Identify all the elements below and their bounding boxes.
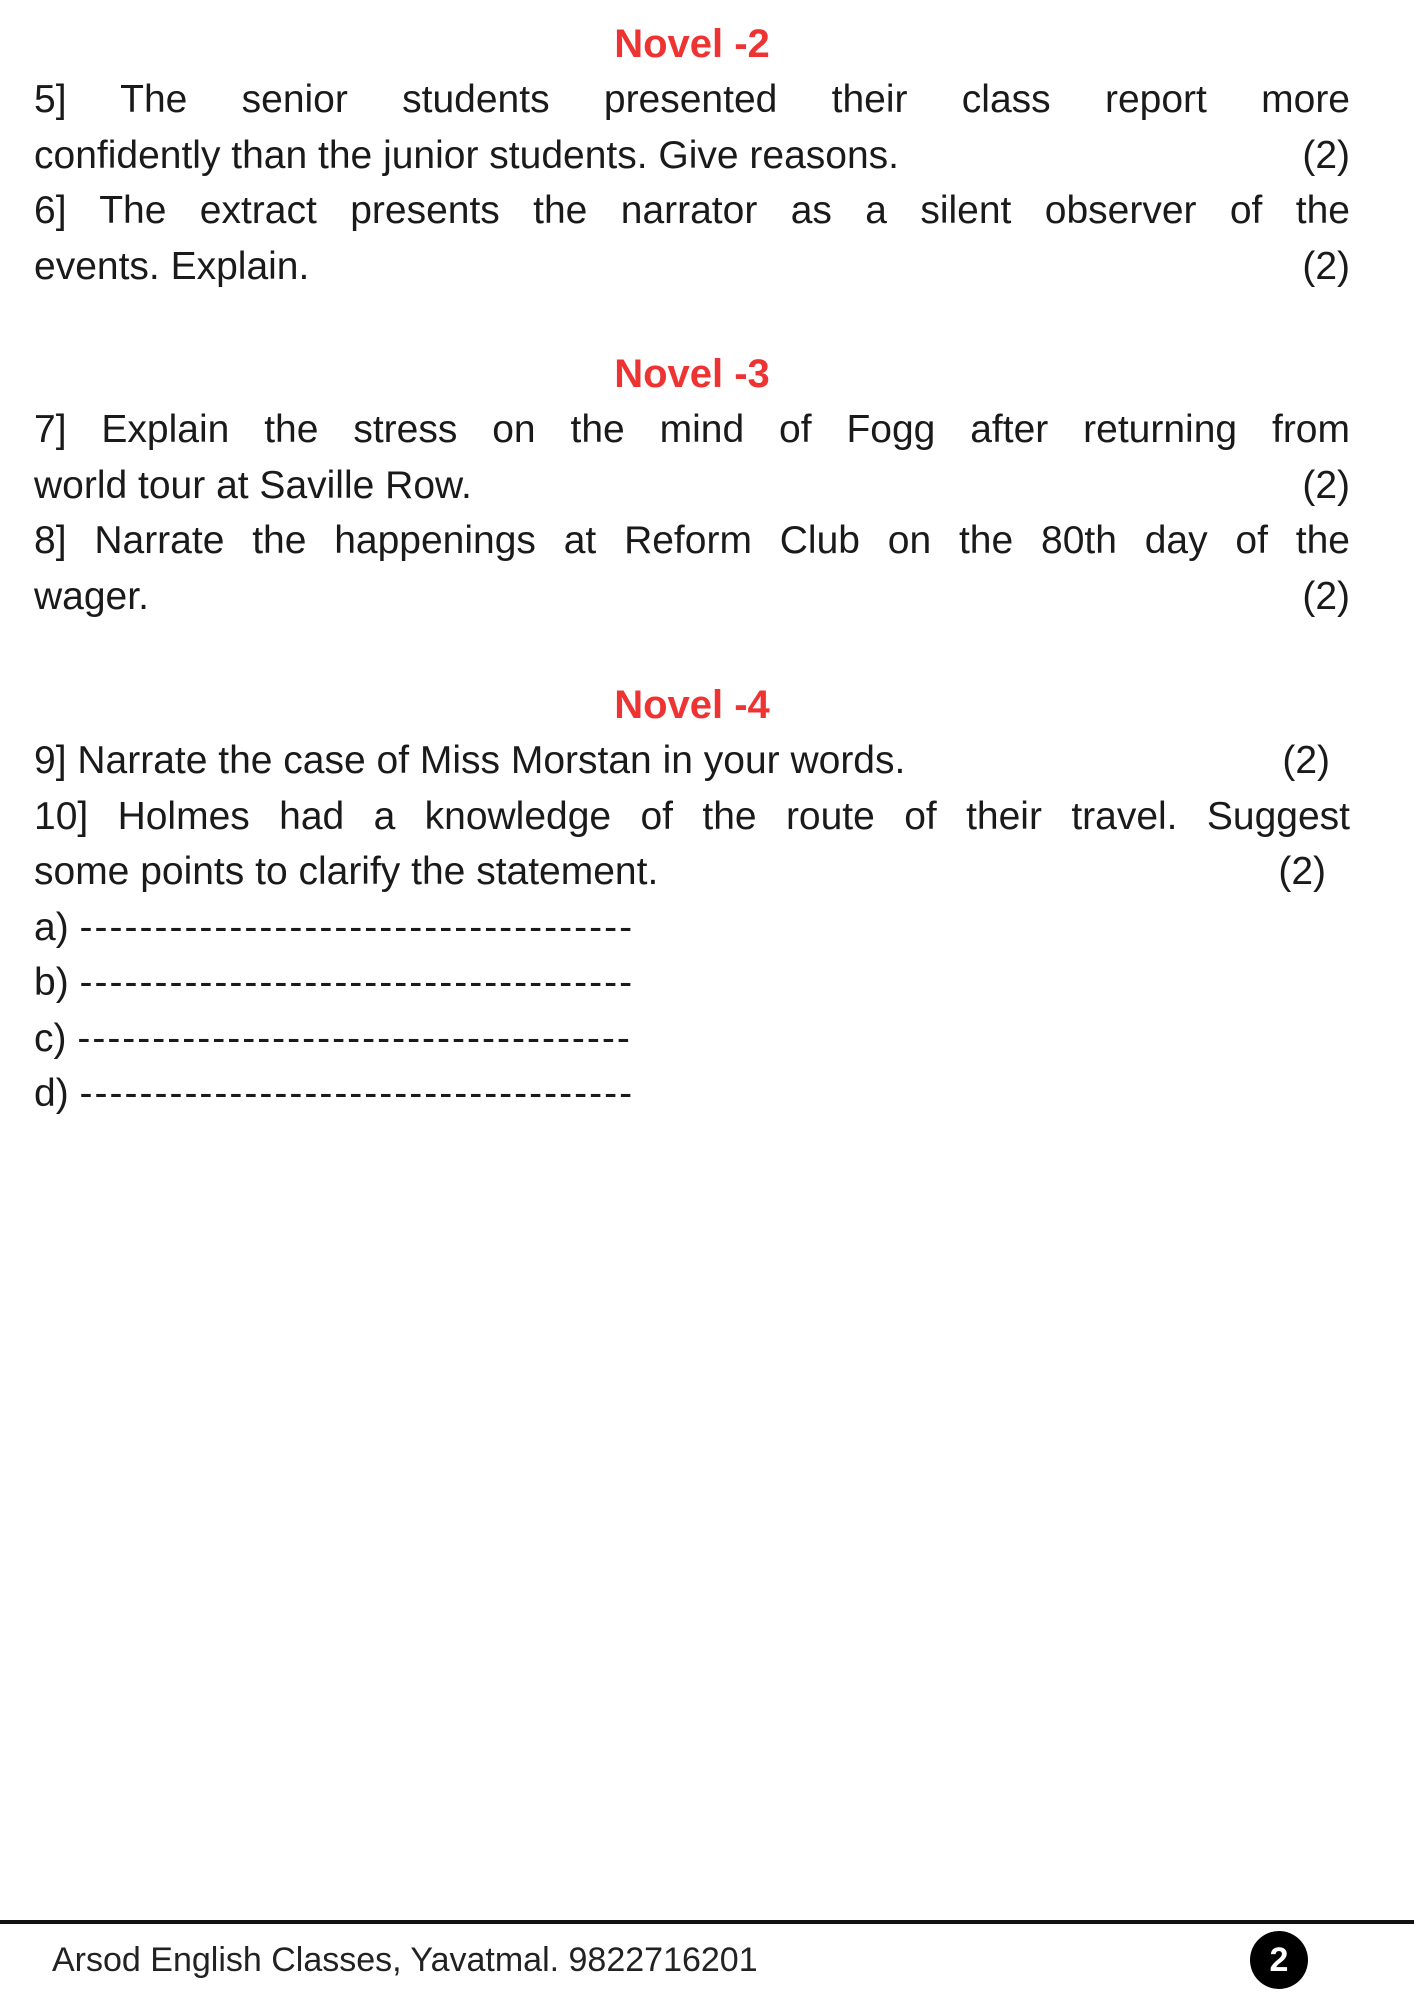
answer-lines xyxy=(34,900,1350,1122)
answer-label: c) xyxy=(34,1016,67,1060)
question-line: 9] Narrate the case of Miss Morstan in your words. xyxy=(34,739,906,782)
answer-line-a[interactable] xyxy=(34,900,1350,956)
answer-blank: ------------------------------------- xyxy=(79,1072,635,1115)
answer-blank: ------------------------------------- xyxy=(79,961,635,1004)
question-8 xyxy=(34,513,1350,624)
page-number-badge: 2 xyxy=(1250,1931,1308,1989)
marks: (2) xyxy=(1302,463,1350,507)
question-line: 10] Holmes had a knowledge of the route of their travel. Suggest xyxy=(34,794,1350,838)
answer-line-d[interactable] xyxy=(34,1066,1350,1122)
section-novel-3 xyxy=(34,346,1350,624)
question-line: some points to clarify the statement. xyxy=(34,850,659,893)
marks: (2) xyxy=(1302,244,1350,288)
marks: (2) xyxy=(1278,850,1326,893)
answer-label: b) xyxy=(34,961,69,1004)
answer-line-c[interactable] xyxy=(34,1011,1350,1067)
question-line: 5] The senior students presented their class report more xyxy=(34,78,1350,121)
question-6 xyxy=(34,183,1350,294)
marks: (2) xyxy=(1302,574,1350,618)
answer-label: d) xyxy=(34,1072,69,1115)
answer-line-b[interactable] xyxy=(34,955,1350,1011)
footer-divider xyxy=(0,1920,1414,1924)
section-novel-4 xyxy=(34,677,1350,1122)
question-line: 8] Narrate the happenings at Reform Club on the 80th day of the xyxy=(34,519,1350,562)
question-line: 7] Explain the stress on the mind of Fogg after returning from xyxy=(34,408,1350,451)
answer-blank: ------------------------------------- xyxy=(77,1016,632,1060)
answer-label: a) xyxy=(34,905,69,949)
section-heading: Novel -4 xyxy=(614,683,770,727)
question-line: world tour at Saville Row. xyxy=(34,463,472,507)
question-5 xyxy=(34,72,1350,183)
question-7 xyxy=(34,402,1350,513)
question-9 xyxy=(34,733,1350,789)
question-10 xyxy=(34,789,1350,900)
question-line: confidently than the junior students. Give reasons. xyxy=(34,133,900,177)
answer-blank: ------------------------------------- xyxy=(79,905,635,949)
section-heading: Novel -2 xyxy=(614,22,770,66)
question-line: events. Explain. xyxy=(34,244,310,288)
marks: (2) xyxy=(1282,739,1330,782)
section-heading: Novel -3 xyxy=(614,352,770,396)
question-line: wager. xyxy=(34,574,149,618)
section-novel-2 xyxy=(34,16,1350,294)
footer-text: Arsod English Classes, Yavatmal. 9822716201 xyxy=(52,1941,758,1979)
marks: (2) xyxy=(1302,133,1350,177)
question-line: 6] The extract presents the narrator as a silent observer of the xyxy=(34,189,1350,232)
